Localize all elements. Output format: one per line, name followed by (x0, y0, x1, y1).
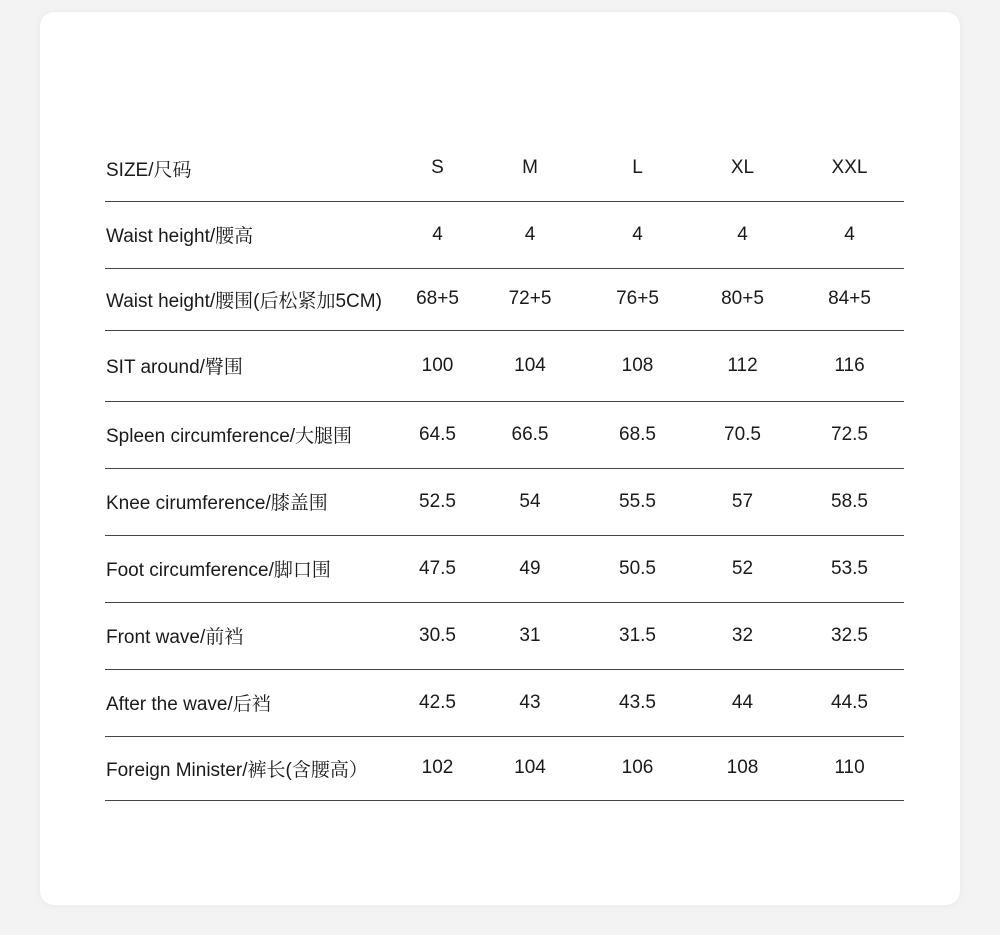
cell-value: 47.5 (400, 535, 475, 602)
cell-value: 70.5 (690, 401, 795, 468)
cell-value: 44.5 (795, 669, 904, 736)
cell-value: 49 (475, 535, 585, 602)
cell-value: 30.5 (400, 602, 475, 669)
cell-value: 32.5 (795, 602, 904, 669)
row-label: Waist height/腰高 (105, 201, 400, 268)
cell-value: 104 (475, 330, 585, 401)
cell-value: 108 (690, 736, 795, 800)
row-label: Waist height/腰围(后松紧加5CM) (105, 268, 400, 330)
cell-value: 31.5 (585, 602, 690, 669)
cell-value: 112 (690, 330, 795, 401)
row-label: Front wave/前裆 (105, 602, 400, 669)
cell-value: 102 (400, 736, 475, 800)
header-l: L (585, 136, 690, 201)
cell-value: 55.5 (585, 468, 690, 535)
header-s: S (400, 136, 475, 201)
cell-value: 64.5 (400, 401, 475, 468)
table-header-row (105, 136, 904, 201)
cell-value: 31 (475, 602, 585, 669)
table-row (105, 736, 904, 800)
table-row (105, 330, 904, 401)
cell-value: 53.5 (795, 535, 904, 602)
header-size-label: SIZE/尺码 (105, 136, 400, 201)
cell-value: 100 (400, 330, 475, 401)
table-row (105, 468, 904, 535)
cell-value: 76+5 (585, 268, 690, 330)
cell-value: 66.5 (475, 401, 585, 468)
cell-value: 57 (690, 468, 795, 535)
cell-value: 80+5 (690, 268, 795, 330)
table-row (105, 669, 904, 736)
cell-value: 54 (475, 468, 585, 535)
cell-value: 106 (585, 736, 690, 800)
cell-value: 116 (795, 330, 904, 401)
row-label: Knee cirumference/膝盖围 (105, 468, 400, 535)
row-label: Foreign Minister/裤长(含腰高） (105, 736, 400, 800)
cell-value: 43 (475, 669, 585, 736)
cell-value: 4 (795, 201, 904, 268)
cell-value: 58.5 (795, 468, 904, 535)
cell-value: 68+5 (400, 268, 475, 330)
row-label: Foot circumference/脚口围 (105, 535, 400, 602)
size-chart-table (105, 136, 904, 801)
table-row (105, 401, 904, 468)
header-m: M (475, 136, 585, 201)
cell-value: 32 (690, 602, 795, 669)
cell-value: 4 (400, 201, 475, 268)
cell-value: 4 (585, 201, 690, 268)
cell-value: 42.5 (400, 669, 475, 736)
cell-value: 84+5 (795, 268, 904, 330)
table-row (105, 268, 904, 330)
size-chart-card (40, 12, 960, 905)
table-row (105, 602, 904, 669)
row-label: After the wave/后裆 (105, 669, 400, 736)
table-row (105, 201, 904, 268)
cell-value: 104 (475, 736, 585, 800)
row-label: SIT around/臀围 (105, 330, 400, 401)
header-xxl: XXL (795, 136, 904, 201)
cell-value: 108 (585, 330, 690, 401)
cell-value: 52.5 (400, 468, 475, 535)
cell-value: 44 (690, 669, 795, 736)
cell-value: 52 (690, 535, 795, 602)
table-row (105, 535, 904, 602)
cell-value: 72.5 (795, 401, 904, 468)
row-label: Spleen circumference/大腿围 (105, 401, 400, 468)
cell-value: 110 (795, 736, 904, 800)
cell-value: 4 (475, 201, 585, 268)
cell-value: 50.5 (585, 535, 690, 602)
cell-value: 43.5 (585, 669, 690, 736)
cell-value: 4 (690, 201, 795, 268)
cell-value: 68.5 (585, 401, 690, 468)
cell-value: 72+5 (475, 268, 585, 330)
header-xl: XL (690, 136, 795, 201)
